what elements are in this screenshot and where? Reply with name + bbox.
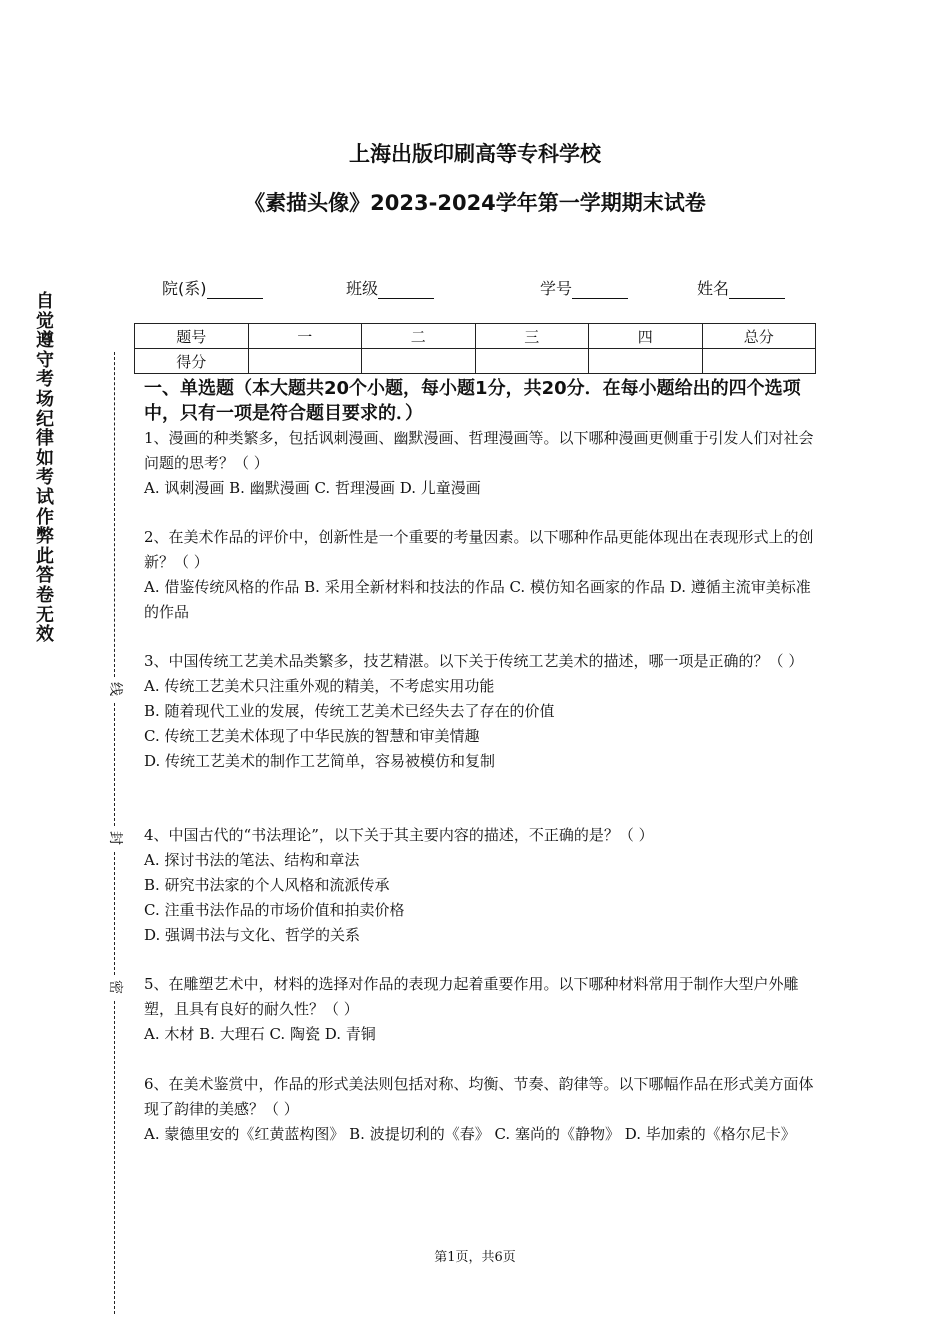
- score-cell[interactable]: [589, 349, 703, 374]
- binding-dash-line: [114, 352, 115, 677]
- name-field[interactable]: 姓名: [697, 276, 785, 299]
- side-notice: 自 觉 遵 守 考 场 纪 律 如 考 试 作 弊 此 答 卷 无 效: [36, 291, 54, 646]
- exam-title: 《素描头像》2023-2024学年第一学期期末试卷: [244, 191, 706, 215]
- table-cell: 得分: [135, 349, 249, 374]
- school-title: 上海出版印刷高等专科学校: [349, 142, 601, 166]
- question-stem: 1、漫画的种类繁多，包括讽刺漫画、幽默漫画、哲理漫画等。以下哪种漫画更侧重于引发人们对社会问题的思考？（ ）: [144, 429, 814, 472]
- table-cell: 题号: [135, 324, 249, 349]
- question-3: [144, 649, 814, 774]
- table-cell: 一: [248, 324, 362, 349]
- question-option: D. 强调书法与文化、哲学的关系: [144, 926, 361, 944]
- table-cell: 三: [475, 324, 589, 349]
- question-option: A. 探讨书法的笔法、结构和章法: [144, 851, 360, 869]
- question-option: C. 注重书法作品的市场价值和拍卖价格: [144, 901, 405, 919]
- binding-dash-line: [114, 703, 115, 826]
- table-row: [135, 349, 816, 374]
- question-option: D. 传统工艺美术的制作工艺简单，容易被模仿和复制: [144, 752, 496, 770]
- question-option: A. 传统工艺美术只注重外观的精美，不考虑实用功能: [144, 677, 495, 695]
- question-options: A. 蒙德里安的《红黄蓝构图》 B. 波提切利的《春》 C. 塞尚的《静物》 D. 毕加索的《格尔尼卡》: [144, 1125, 796, 1143]
- section-title: 一、单选题（本大题共20个小题，每小题1分，共20分．在每小题给出的四个选项中，只有一项是符合题目要求的．）: [144, 378, 801, 424]
- dept-field[interactable]: 院(系): [162, 276, 263, 299]
- score-cell[interactable]: [475, 349, 589, 374]
- student-id-field[interactable]: 学号: [540, 276, 628, 299]
- question-stem: 6、在美术鉴赏中，作品的形式美法则包括对称、均衡、节奏、韵律等。以下哪幅作品在形式美方面体现了韵律的美感？（ ）: [144, 1075, 814, 1118]
- question-stem: 4、中国古代的“书法理论”，以下关于其主要内容的描述，不正确的是？（ ）: [144, 826, 654, 844]
- question-1: [144, 426, 814, 501]
- table-cell: 总分: [702, 324, 816, 349]
- question-option: B. 研究书法家的个人风格和流派传承: [144, 876, 390, 894]
- question-options: A. 借鉴传统风格的作品 B. 采用全新材料和技法的作品 C. 模仿知名画家的作品 D. 遵循主流审美标准的作品: [144, 578, 811, 621]
- table-cell: 四: [589, 324, 703, 349]
- score-cell[interactable]: [362, 349, 476, 374]
- table-cell: 二: [362, 324, 476, 349]
- question-4: [144, 823, 814, 948]
- score-table: [134, 323, 816, 374]
- binding-mark-line: 线: [107, 682, 123, 696]
- question-2: [144, 525, 814, 625]
- question-stem: 2、在美术作品的评价中，创新性是一个重要的考量因素。以下哪种作品更能体现出在表现形式上的创新？（ ）: [144, 528, 814, 571]
- page-number: 第1页，共6页: [434, 1250, 516, 1265]
- score-cell[interactable]: [248, 349, 362, 374]
- question-option: B. 随着现代工业的发展，传统工艺美术已经失去了存在的价值: [144, 702, 555, 720]
- score-cell[interactable]: [702, 349, 816, 374]
- binding-mark-seal: 封: [107, 831, 123, 845]
- question-options: A. 讽刺漫画 B. 幽默漫画 C. 哲理漫画 D. 儿童漫画: [144, 479, 481, 497]
- question-5: [144, 972, 814, 1047]
- binding-dash-line: [114, 1001, 115, 1314]
- question-option: C. 传统工艺美术体现了中华民族的智慧和审美情趣: [144, 727, 480, 745]
- question-options: A. 木材 B. 大理石 C. 陶瓷 D. 青铜: [144, 1025, 376, 1043]
- question-stem: 5、在雕塑艺术中，材料的选择对作品的表现力起着重要作用。以下哪种材料常用于制作大型户外雕塑，且具有良好的耐久性？（ ）: [144, 975, 799, 1018]
- question-stem: 3、中国传统工艺美术品类繁多，技艺精湛。以下关于传统工艺美术的描述，哪一项是正确的？（ ）: [144, 652, 804, 670]
- question-6: [144, 1072, 814, 1147]
- binding-mark-dense: 密: [107, 980, 123, 994]
- class-field[interactable]: 班级: [346, 276, 434, 299]
- table-row: [135, 324, 816, 349]
- binding-dash-line: [114, 852, 115, 975]
